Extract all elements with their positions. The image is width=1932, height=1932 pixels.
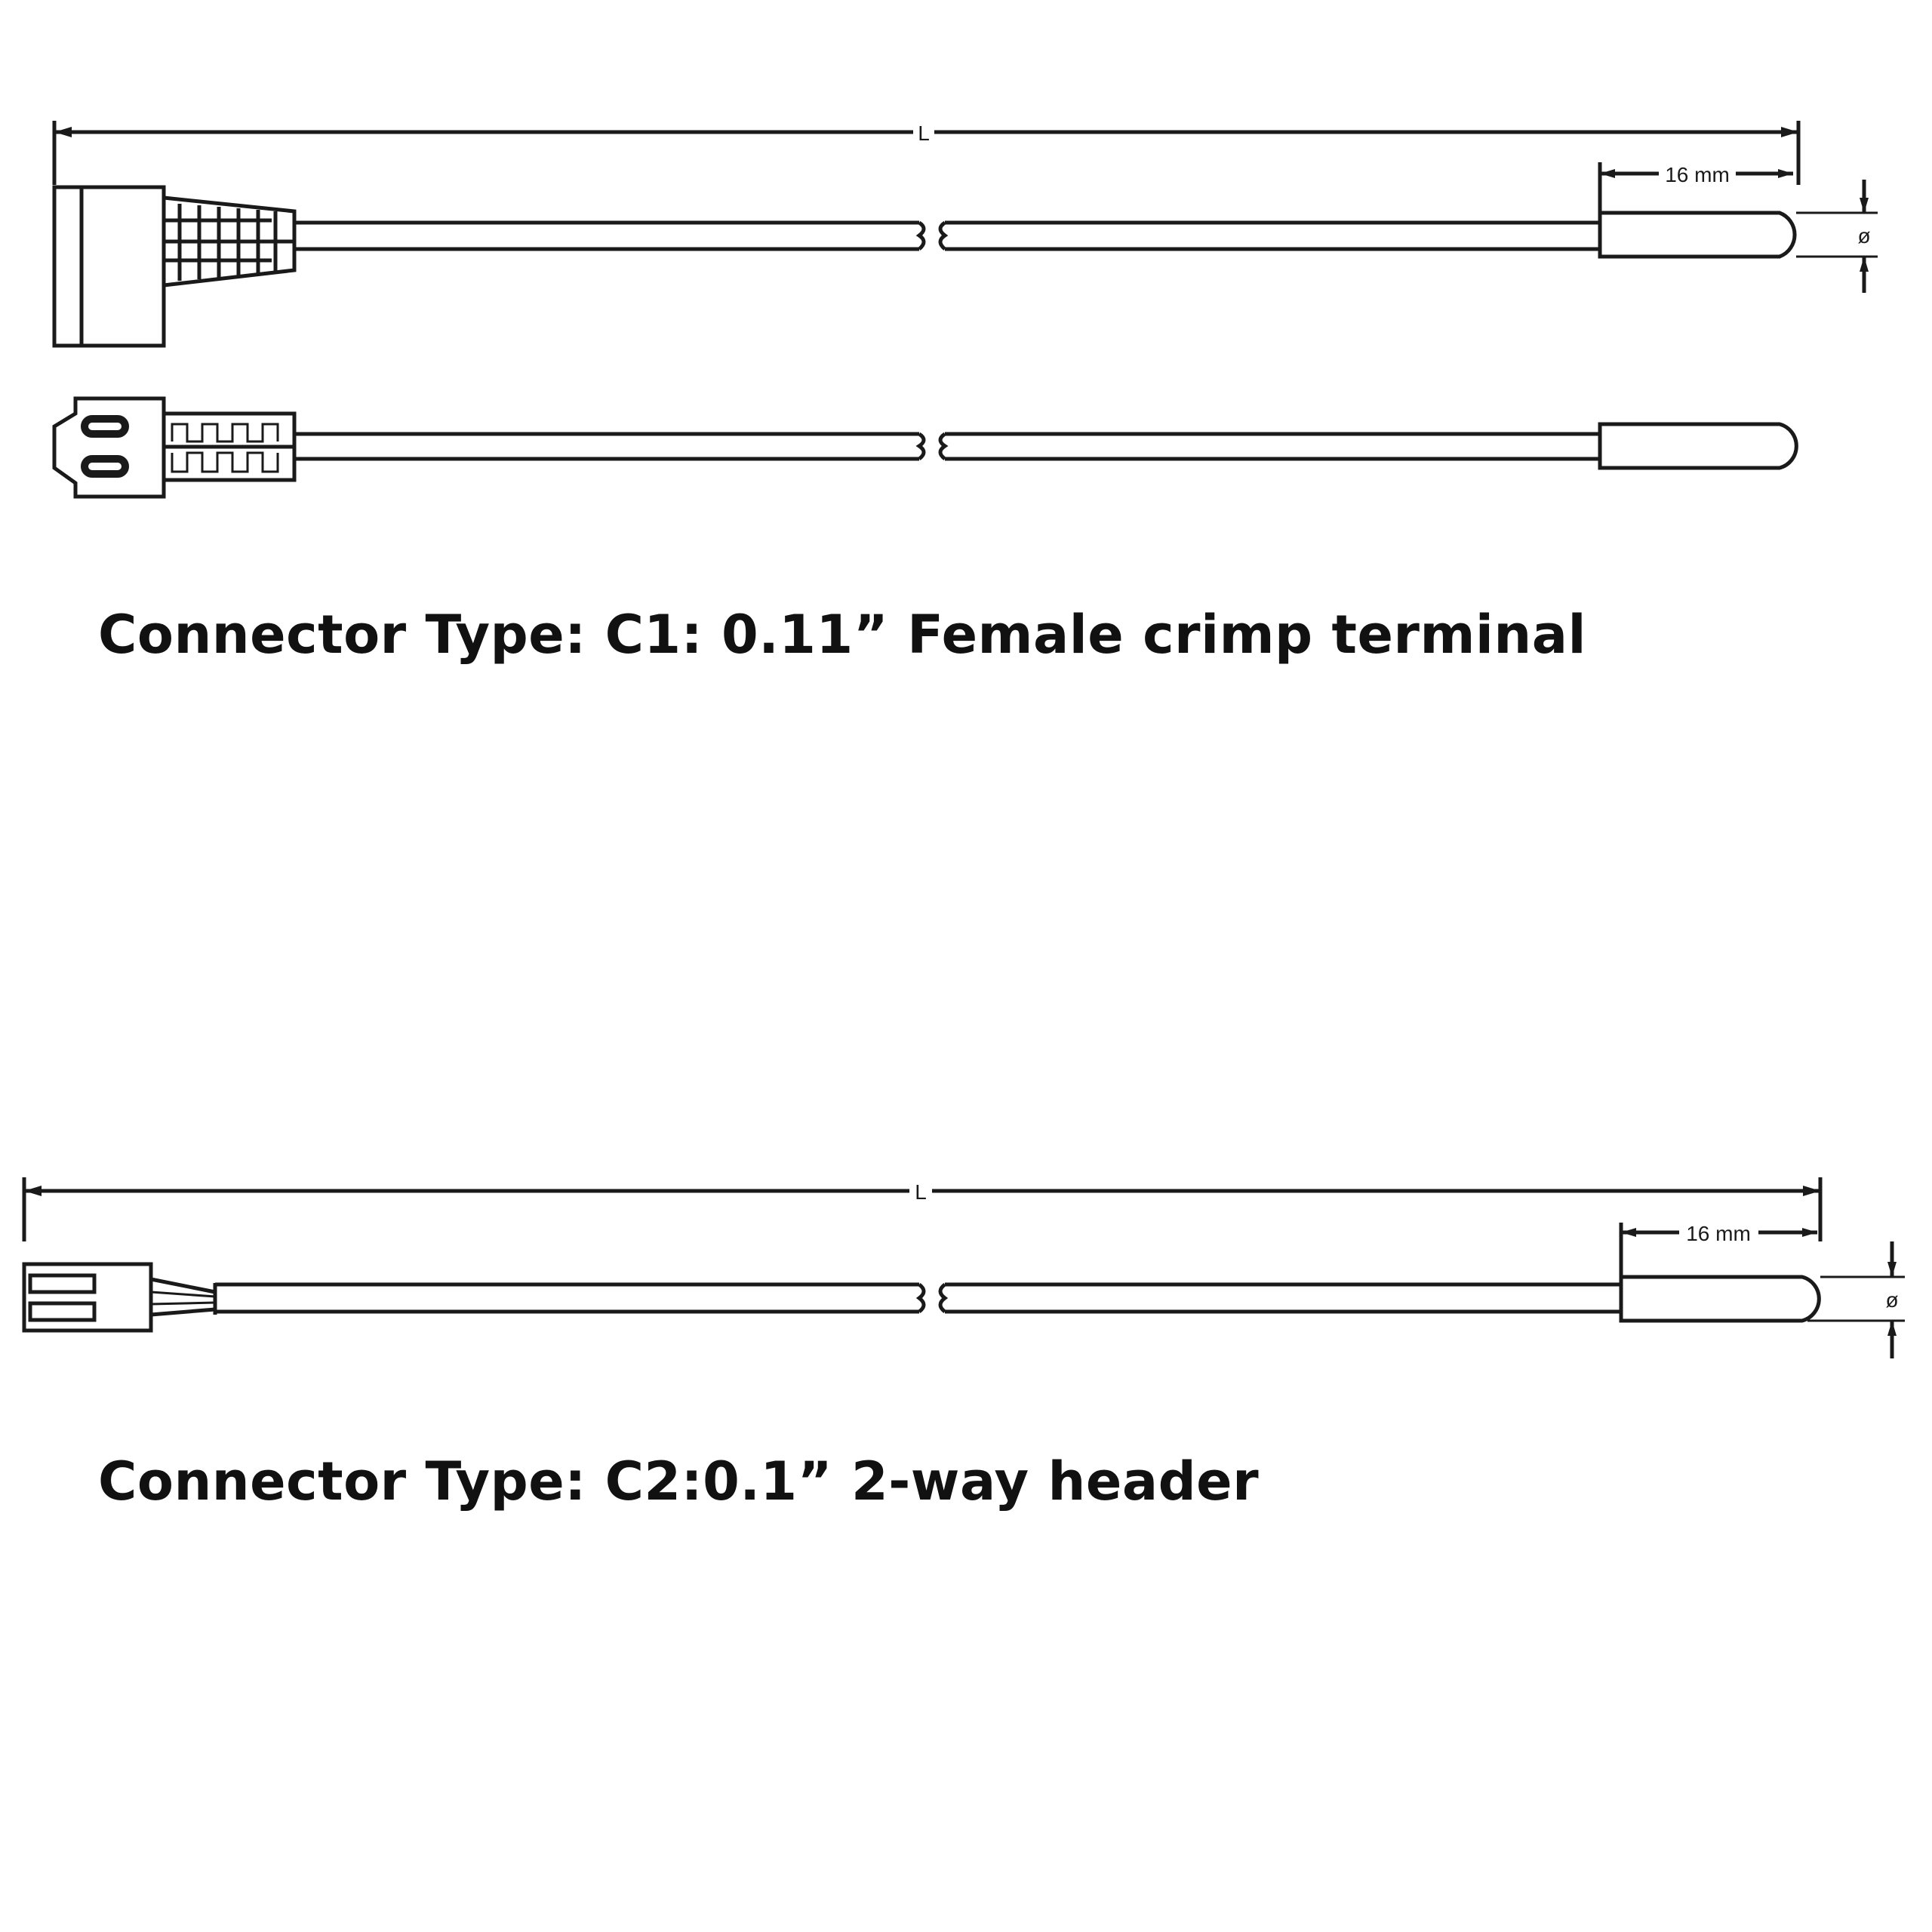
c2-diameter-dimension xyxy=(1807,1241,1905,1358)
c2-diameter-label: ø xyxy=(1885,1288,1899,1312)
c2-tip-dimension xyxy=(1621,1222,1817,1275)
c1-top-view xyxy=(54,398,1796,497)
c1-connector-top xyxy=(54,398,294,497)
c1-length-dimension xyxy=(54,121,1798,185)
c1-cable-top xyxy=(294,434,1600,459)
c2-probe-tip xyxy=(1621,1277,1819,1321)
c1-side-view xyxy=(54,121,1878,346)
c2-connector-caption: Connector Type: C2:0.1” 2-way header xyxy=(98,1451,1260,1512)
c1-connector-caption: Connector Type: C1: 0.11” Female crimp terminal xyxy=(98,604,1586,666)
c1-connector-side xyxy=(54,187,294,346)
c2-cable xyxy=(215,1284,1621,1312)
c1-probe-tip-top xyxy=(1600,424,1796,468)
c1-diameter-label: ø xyxy=(1857,224,1871,248)
c1-tip-dimension xyxy=(1600,162,1793,211)
c1-tip-length-label: 16 mm xyxy=(1665,163,1730,186)
c2-header-connector xyxy=(24,1264,215,1331)
c1-length-label: L xyxy=(918,122,930,145)
c1-probe-tip-side xyxy=(1600,213,1795,257)
c2-length-label: L xyxy=(915,1180,927,1204)
c1-diameter-dimension xyxy=(1796,180,1878,293)
c2-length-dimension xyxy=(24,1177,1820,1241)
c2-side-view xyxy=(24,1177,1905,1358)
c2-tip-length-label: 16 mm xyxy=(1686,1222,1751,1245)
c1-cable-side xyxy=(294,223,1600,249)
